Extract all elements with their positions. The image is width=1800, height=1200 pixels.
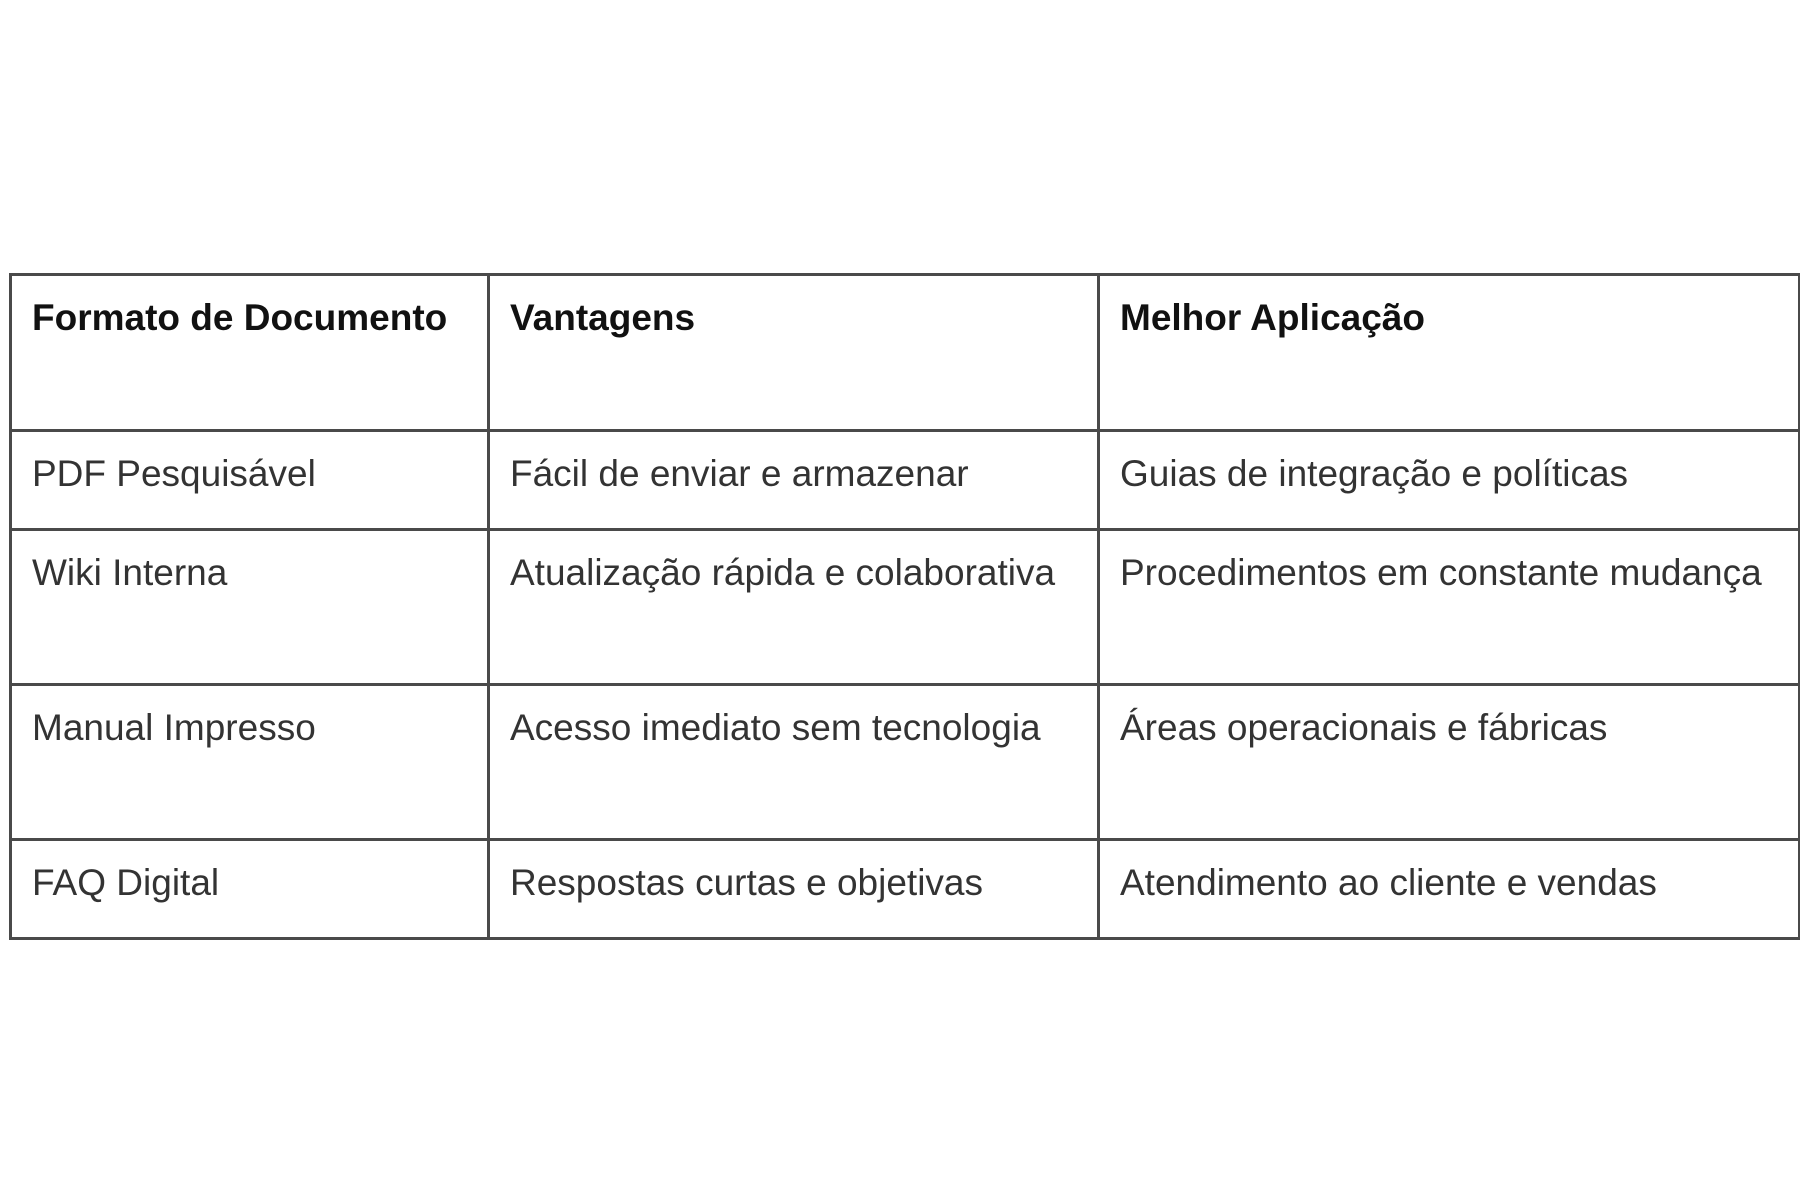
table-row	[11, 530, 1800, 685]
cell-advantages: Respostas curtas e objetivas	[489, 840, 1099, 939]
header-best-application: Melhor Aplicação	[1099, 275, 1800, 431]
table-row	[11, 840, 1800, 939]
header-advantages: Vantagens	[489, 275, 1099, 431]
cell-best-application: Atendimento ao cliente e vendas	[1099, 840, 1800, 939]
cell-best-application: Áreas operacionais e fábricas	[1099, 685, 1800, 840]
cell-best-application: Guias de integração e políticas	[1099, 431, 1800, 530]
cell-format: Wiki Interna	[11, 530, 489, 685]
cell-best-application: Procedimentos em constante mudança	[1099, 530, 1800, 685]
cell-advantages: Fácil de enviar e armazenar	[489, 431, 1099, 530]
table-row	[11, 685, 1800, 840]
document-format-table	[9, 273, 1800, 940]
table-row	[11, 431, 1800, 530]
cell-format: Manual Impresso	[11, 685, 489, 840]
cell-advantages: Acesso imediato sem tecnologia	[489, 685, 1099, 840]
cell-advantages: Atualização rápida e colaborativa	[489, 530, 1099, 685]
table-header-row	[11, 275, 1800, 431]
header-format: Formato de Documento	[11, 275, 489, 431]
cell-format: FAQ Digital	[11, 840, 489, 939]
cell-format: PDF Pesquisável	[11, 431, 489, 530]
